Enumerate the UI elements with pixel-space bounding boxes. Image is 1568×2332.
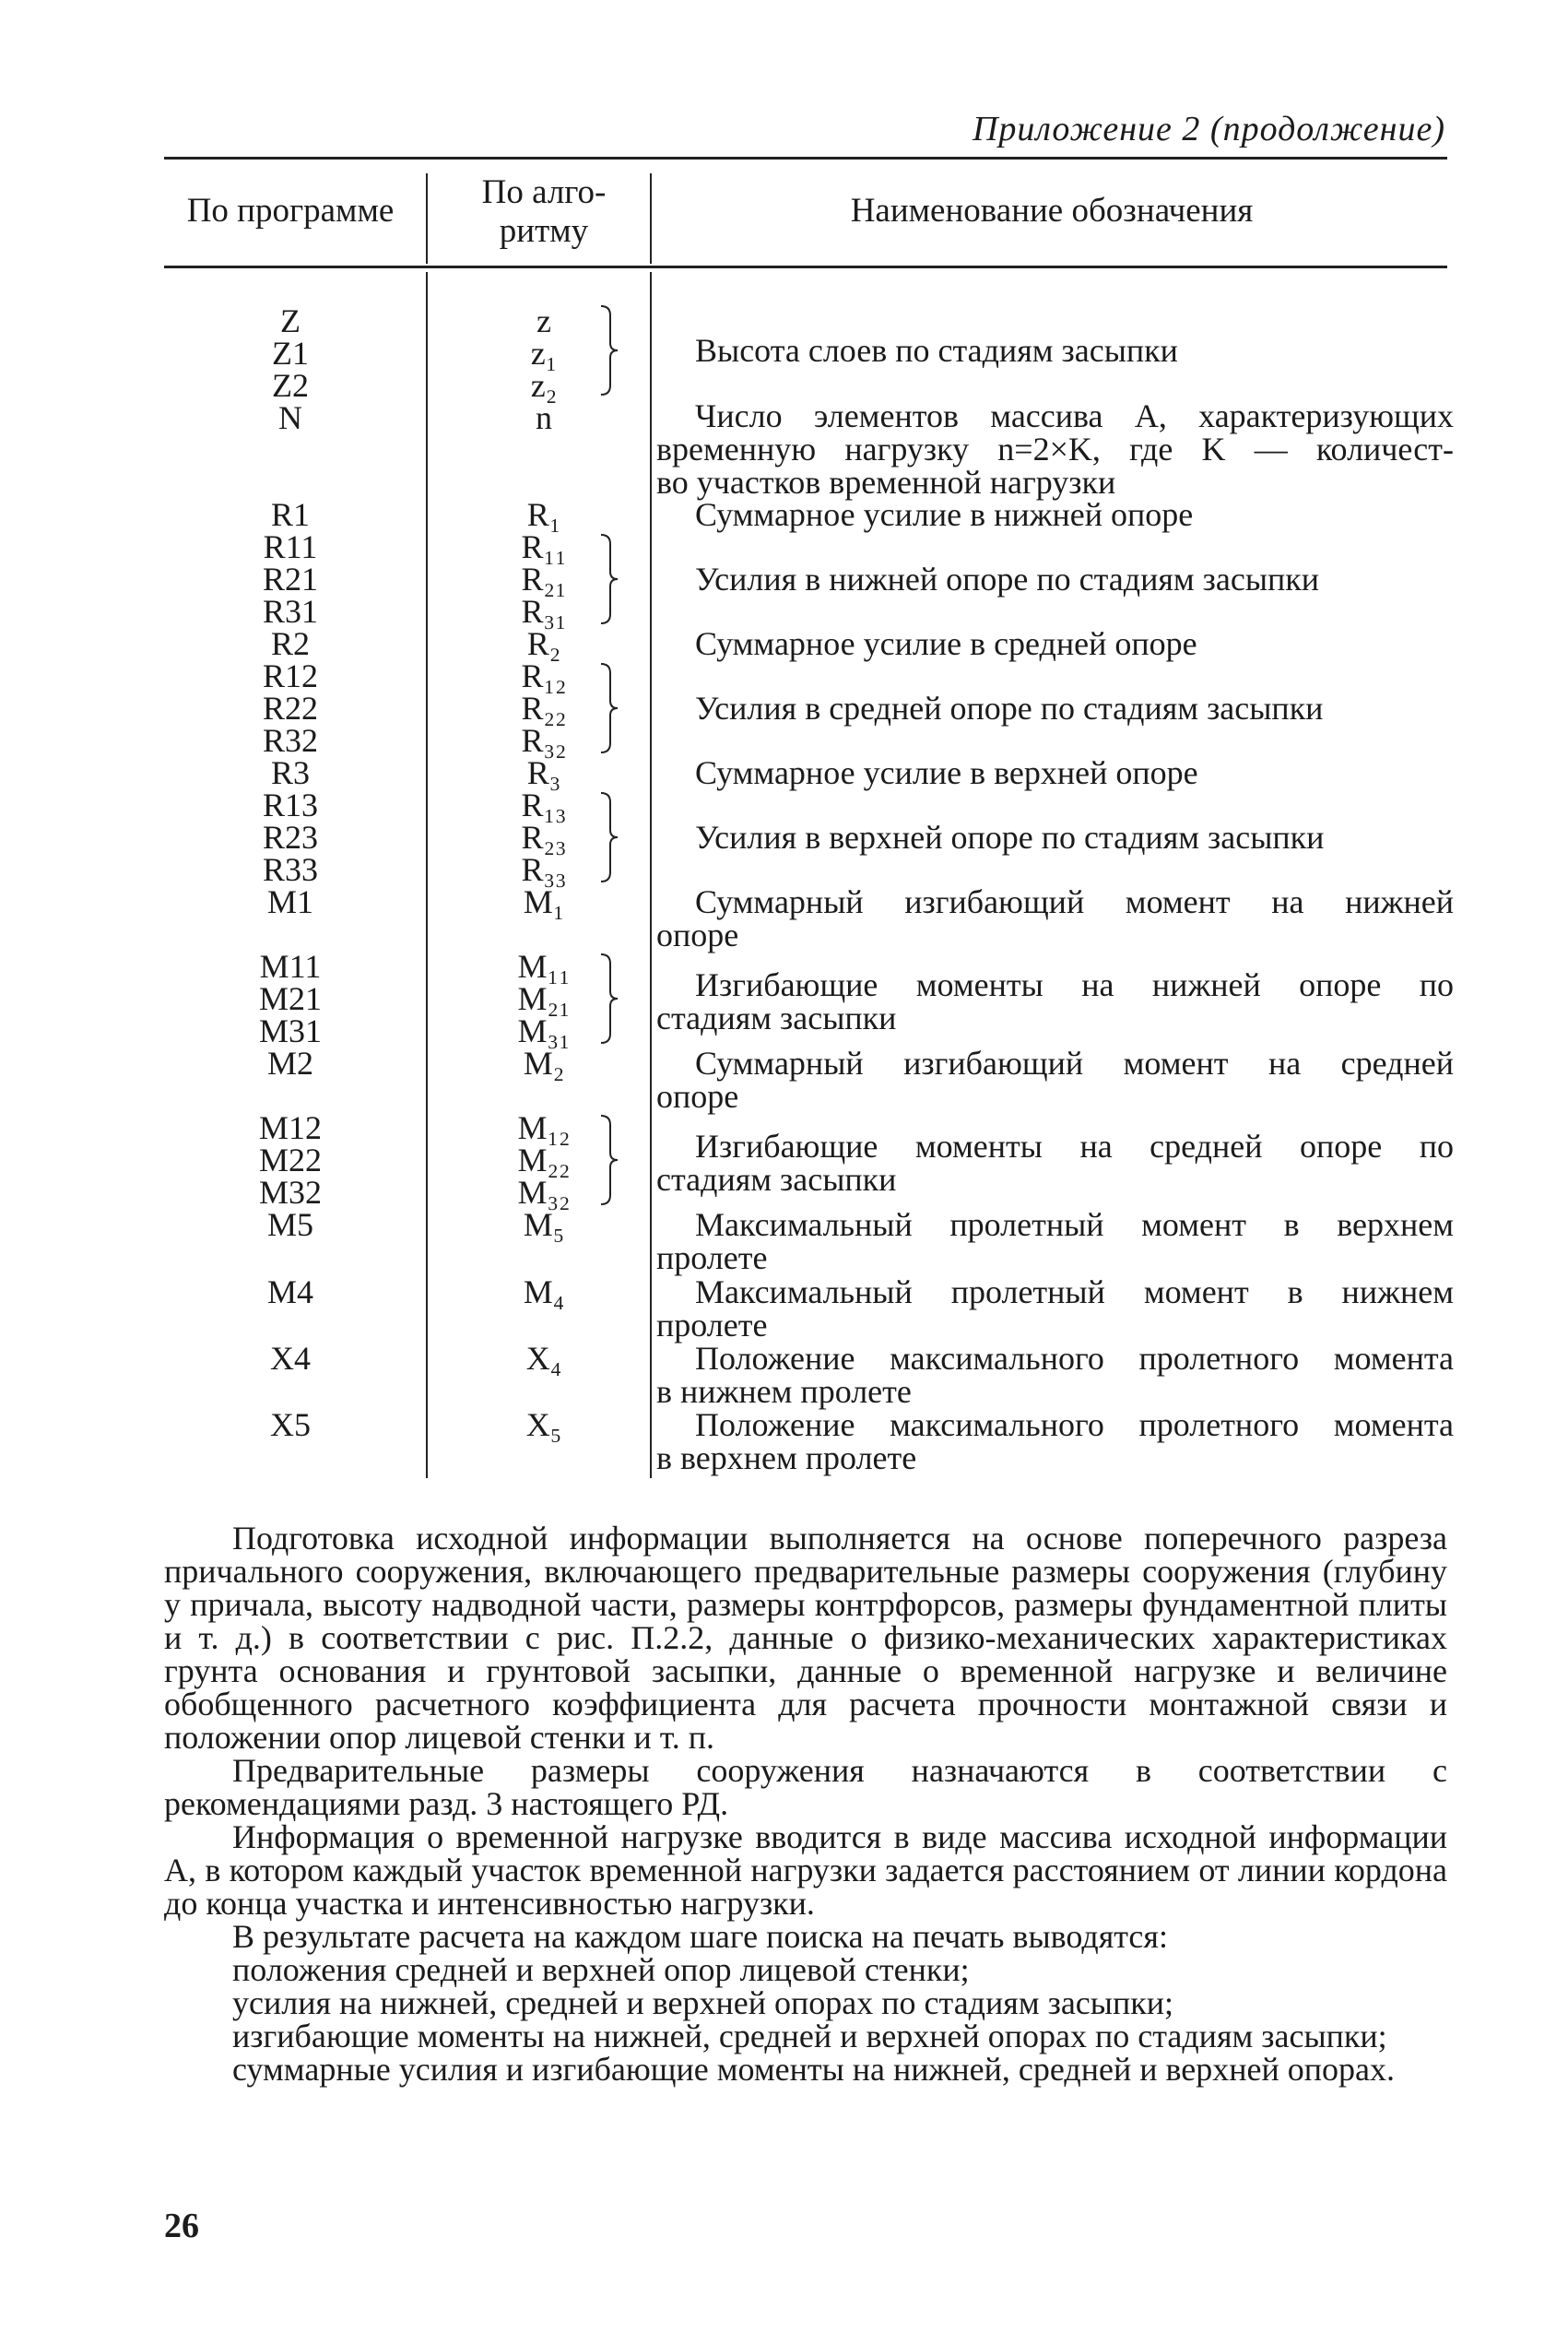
table-cell-program: R31: [262, 593, 318, 630]
table-cell-description: [656, 627, 1454, 660]
table-cell-algorithm: R₁₂: [521, 657, 567, 694]
table-cell-description: [656, 1342, 1454, 1408]
column-header-program: [175, 192, 406, 275]
description-line: Усилия в нижней опоре по стадиям засыпки: [695, 561, 1320, 598]
table-cell-program: M21: [258, 980, 322, 1017]
description-line: опоре: [656, 1078, 739, 1115]
table-cell-program: M12: [258, 1109, 322, 1146]
table-cell-description: [656, 1208, 1454, 1274]
grouping-brace: [599, 304, 619, 397]
column-divider-2: [650, 173, 652, 264]
description-line: пролете: [656, 1239, 768, 1276]
description-line: Высота слоев по стадиям засыпки: [695, 332, 1178, 369]
table-cell-program: R22: [262, 690, 318, 727]
table-cell-algorithm: z₂: [530, 367, 558, 404]
description-line: Суммарное усилие в нижней опоре: [695, 496, 1194, 533]
description-line: Положение максимального пролетного момента: [695, 1340, 1454, 1377]
table-cell-description: [656, 334, 1454, 367]
table-cell-algorithm: M₁: [523, 883, 565, 920]
description-line: Число элементов массива А, характеризующих: [695, 397, 1454, 434]
description-line: Усилия в средней опоре по стадиям засыпки: [695, 690, 1324, 727]
table-cell-program: M5: [266, 1206, 313, 1243]
column-header-algorithm-line2: ритму: [499, 212, 589, 250]
table-cell-program: R32: [262, 722, 318, 759]
paragraph: усилия на нижней, средней и верхней опорах по стадиям засыпки;: [232, 1984, 1173, 2021]
table-cell-algorithm: M₃₂: [517, 1174, 571, 1211]
description-line: пролете: [656, 1307, 768, 1344]
table-cell-description: [656, 821, 1454, 854]
table-cell-algorithm: M₄: [523, 1273, 565, 1310]
table-cell-description: [656, 1130, 1454, 1196]
description-line: Суммарное усилие в средней опоре: [695, 625, 1197, 662]
description-line: в нижнем пролете: [656, 1373, 912, 1410]
table-cell-program: X5: [270, 1406, 311, 1443]
description-line: Суммарный изгибающий момент на средней: [695, 1045, 1454, 1082]
paragraph: Информация о временной нагрузке вводится в виде массива исходной информации А, в котором каждый участок временной нагрузки задается расстоянием от линии кордона до конца участка и интенсивностью нагрузки.: [164, 1818, 1447, 1922]
table-cell-algorithm: M₁₂: [517, 1109, 571, 1146]
table-cell-program: M31: [258, 1012, 322, 1049]
table-cell-description: [656, 498, 1454, 531]
description-line: в верхнем пролете: [656, 1439, 917, 1476]
paragraph: положения средней и верхней опор лицевой стенки;: [232, 1951, 970, 1988]
paragraph: Подготовка исходной информации выполняется на основе поперечного разреза причального сооружения, включающего предварительные размеры сооружения (глубину у причала, высоту надводной части, размеры контрфорсов, размеры фундаментной плиты и т. д.) в соответствии с рис. П.2.2, данные о физико-механических характеристиках грунта основания и грунтовой засыпки, данные о временной нагрузке и величине обобщенного расчетного коэффициента для расчета прочности монтажной связи и положении опор лицевой стенки и т. п.: [164, 1520, 1447, 1756]
table-cell-program: R1: [270, 496, 310, 533]
column-divider-1-body: [426, 272, 428, 1478]
table-cell-program: R12: [262, 657, 318, 694]
table-cell-program: M1: [266, 883, 313, 920]
table-cell-program: R21: [262, 561, 318, 598]
table-cell-algorithm: n: [536, 399, 552, 436]
table-cell-algorithm: M₁₁: [517, 948, 571, 985]
description-line: Изгибающие моменты на средней опоре по: [695, 1128, 1454, 1165]
description-line: во участков временной нагрузки: [656, 464, 1116, 501]
description-line: временную нагрузку n=2×K, где K — количест-: [656, 431, 1454, 468]
table-cell-program: M4: [266, 1273, 313, 1310]
description-line: стадиям засыпки: [656, 1161, 897, 1198]
description-line: Изгибающие моменты на нижней опоре по: [695, 966, 1454, 1003]
table-cell-program: M11: [259, 948, 322, 985]
table-cell-description: [656, 399, 1454, 499]
grouping-brace: [599, 953, 619, 1045]
table-cell-description: [656, 1047, 1454, 1113]
table-cell-algorithm: R₂: [526, 625, 561, 662]
table-cell-algorithm: M₃₁: [517, 1012, 571, 1049]
table-cell-description: [656, 756, 1454, 789]
paragraph: изгибающие моменты на нижней, средней и верхней опорах по стадиям засыпки;: [232, 2018, 1387, 2054]
table-cell-algorithm: R₃₁: [521, 593, 567, 630]
table-header-rule: [164, 266, 1447, 268]
column-header-description-label: Наименование обозначения: [850, 192, 1254, 230]
table-cell-algorithm: M₅: [523, 1206, 565, 1243]
table-cell-algorithm: R₃₂: [521, 722, 567, 759]
table-cell-algorithm: z: [536, 302, 551, 339]
table-cell-program: M2: [266, 1045, 313, 1082]
table-cell-algorithm: X₄: [525, 1340, 562, 1377]
table-cell-program: R23: [262, 819, 318, 856]
table-cell-program: R33: [262, 851, 318, 888]
table-cell-program: R13: [262, 787, 318, 823]
table-cell-description: [656, 1275, 1454, 1342]
column-divider-1: [426, 173, 428, 264]
grouping-brace: [599, 1114, 619, 1206]
table-cell-program: Z: [280, 302, 301, 339]
table-cell-algorithm: R₃: [526, 754, 561, 791]
table-cell-algorithm: R₂₃: [521, 819, 567, 856]
column-header-program-label: По программе: [186, 192, 395, 230]
description-line: Усилия в верхней опоре по стадиям засыпки: [695, 819, 1325, 856]
description-line: опоре: [656, 917, 739, 953]
table-cell-program: X4: [270, 1340, 311, 1377]
table-cell-description: [656, 968, 1454, 1035]
table-top-rule: [164, 157, 1447, 160]
paragraph: суммарные усилия и изгибающие моменты на нижней, средней и верхней опорах.: [232, 2051, 1396, 2088]
grouping-brace: [599, 662, 619, 754]
description-line: Максимальный пролетный момент в нижнем: [695, 1273, 1454, 1310]
table-cell-program: M32: [258, 1174, 322, 1211]
table-cell-description: [656, 692, 1454, 725]
paragraph: Предварительные размеры сооружения назначаются в соответствии с рекомендациями разд. 3 настоящего РД.: [164, 1752, 1447, 1822]
table-cell-algorithm: R₂₂: [521, 690, 567, 727]
table-cell-algorithm: M₂: [523, 1045, 565, 1082]
table-cell-description: [656, 1408, 1454, 1474]
table-cell-program: Z1: [272, 335, 309, 372]
column-header-algorithm-line1: По алго-: [481, 173, 607, 211]
table-cell-algorithm: z₁: [530, 335, 558, 372]
table-cell-algorithm: R₂₁: [521, 561, 567, 598]
page-number: 26: [164, 2207, 199, 2245]
table-cell-description: [656, 562, 1454, 596]
table-cell-algorithm: R₁: [526, 496, 561, 533]
grouping-brace: [599, 533, 619, 625]
column-header-description: [656, 192, 1447, 275]
table-cell-program: M22: [258, 1142, 322, 1178]
page-header: Приложение 2 (продолжение): [972, 110, 1445, 148]
description-line: стадиям засыпки: [656, 1000, 897, 1036]
table-cell-algorithm: R₁₃: [521, 787, 567, 823]
paragraph: В результате расчета на каждом шаге поиска на печать выводятся:: [232, 1918, 1168, 1955]
description-line: Суммарный изгибающий момент на нижней: [695, 883, 1454, 920]
column-header-algorithm: [433, 173, 654, 256]
table-cell-program: R3: [270, 754, 310, 791]
table-cell-description: [656, 885, 1454, 952]
body-text: [164, 1521, 1447, 2086]
table-cell-program: R11: [263, 528, 318, 565]
table-cell-algorithm: M₂₁: [517, 980, 571, 1017]
grouping-brace: [599, 791, 619, 883]
description-line: Положение максимального пролетного момента: [695, 1406, 1454, 1443]
description-line: Максимальный пролетный момент в верхнем: [695, 1206, 1454, 1243]
table-cell-program: N: [278, 399, 302, 436]
table-cell-algorithm: R₃₃: [521, 851, 567, 888]
table-cell-algorithm: X₅: [525, 1406, 562, 1443]
table-cell-program: Z2: [272, 367, 309, 404]
table-cell-algorithm: R₁₁: [521, 528, 567, 565]
description-line: Суммарное усилие в верхней опоре: [695, 754, 1198, 791]
table-cell-algorithm: M₂₂: [517, 1142, 571, 1178]
column-divider-2-body: [650, 272, 652, 1478]
table-cell-program: R2: [270, 625, 310, 662]
